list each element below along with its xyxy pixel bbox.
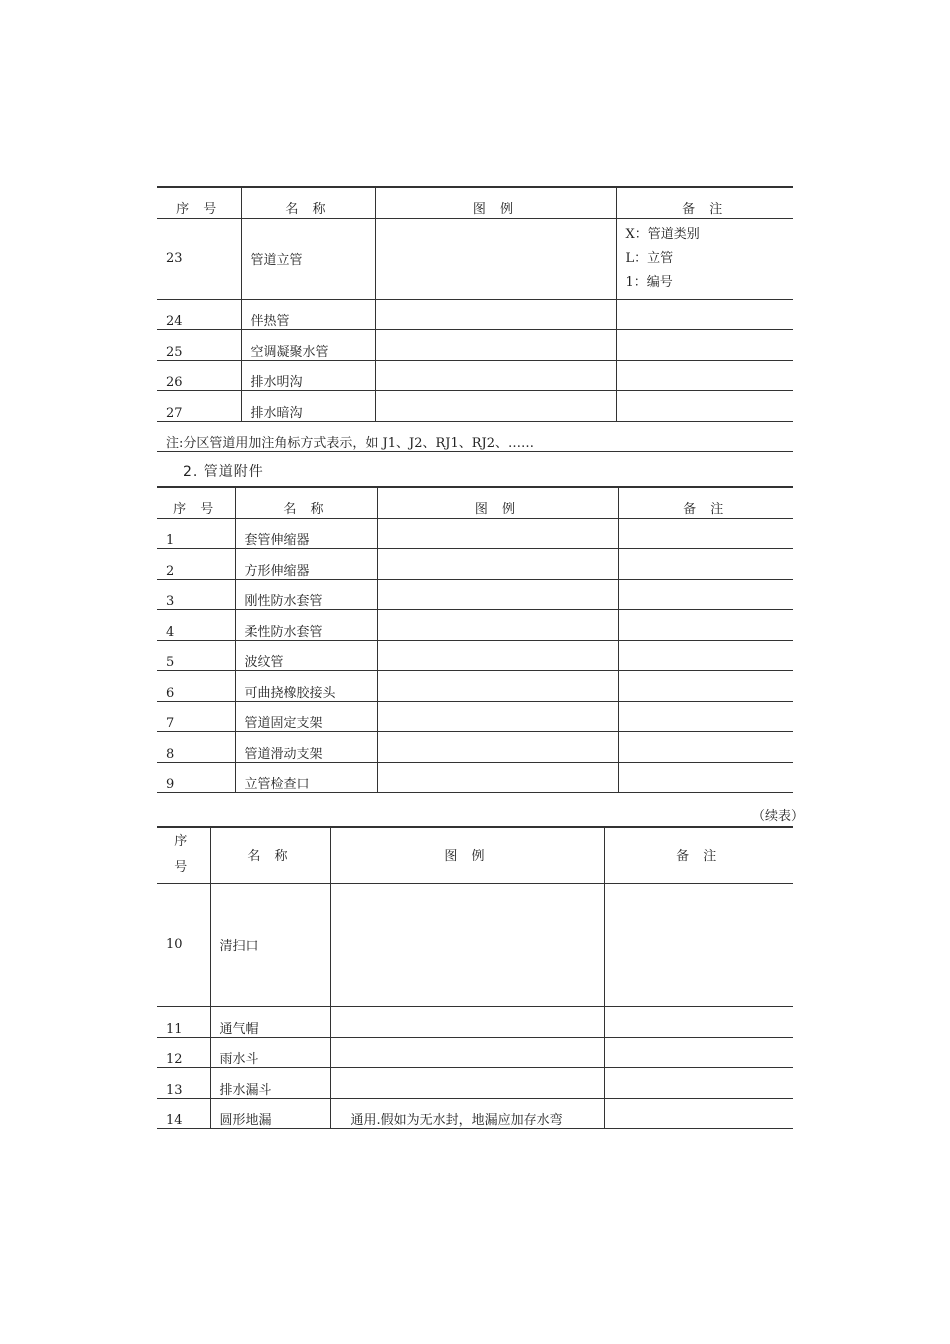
header-seq-char-1: 序	[174, 833, 193, 849]
row-remark	[616, 329, 793, 360]
row-legend	[330, 883, 604, 1006]
row-remark	[618, 731, 793, 762]
row-remark	[618, 701, 793, 731]
remark-line: L：立管	[625, 250, 674, 266]
header-seq-char-2: 号	[174, 859, 193, 875]
continued-label: （续表）	[752, 809, 805, 824]
row-legend	[375, 329, 616, 360]
table-header-row	[157, 187, 793, 218]
row-legend	[377, 640, 618, 670]
row-seq: 25	[157, 329, 241, 360]
row-seq: 12	[157, 1037, 210, 1067]
header-remark: 备 注	[618, 487, 793, 518]
row-remark	[604, 1067, 793, 1098]
row-seq: 9	[157, 762, 235, 792]
row-legend	[377, 548, 618, 579]
row-name: 伴热管	[241, 299, 375, 329]
pipe-fittings-continued-table	[157, 826, 793, 1129]
table-row	[157, 548, 793, 579]
table-row	[157, 518, 793, 548]
row-name: 雨水斗	[210, 1037, 330, 1067]
row-remark	[618, 609, 793, 640]
header-name: 名 称	[241, 187, 375, 218]
table-header-row	[157, 487, 793, 518]
row-name: 立管检查口	[235, 762, 377, 792]
table-row	[157, 883, 793, 1006]
remark-line: X：管道类别	[625, 226, 700, 242]
table-row	[157, 579, 793, 609]
row-remark	[616, 299, 793, 329]
header-seq	[157, 827, 210, 883]
row-seq: 26	[157, 360, 241, 390]
table-row	[157, 1098, 793, 1128]
table-note: 注:分区管道用加注角标方式表示，如 J1、J2、RJ1、RJ2、……	[157, 421, 793, 451]
row-seq: 8	[157, 731, 235, 762]
row-name: 套管伸缩器	[235, 518, 377, 548]
row-remark	[618, 762, 793, 792]
row-seq: 11	[157, 1006, 210, 1037]
row-seq: 10	[157, 883, 210, 1006]
table-row	[157, 329, 793, 360]
row-legend	[377, 579, 618, 609]
table-row	[157, 670, 793, 701]
row-legend	[375, 218, 616, 299]
row-name: 波纹管	[235, 640, 377, 670]
row-remark	[616, 390, 793, 421]
table-row	[157, 609, 793, 640]
row-name: 方形伸缩器	[235, 548, 377, 579]
row-legend	[330, 1006, 604, 1037]
table-row	[157, 360, 793, 390]
row-remark	[604, 1098, 793, 1128]
header-seq: 序 号	[157, 487, 235, 518]
row-seq: 6	[157, 670, 235, 701]
header-legend: 图 例	[377, 487, 618, 518]
table-row	[157, 218, 793, 299]
row-name: 管道固定支架	[235, 701, 377, 731]
table-row	[157, 390, 793, 421]
header-seq: 序 号	[157, 187, 241, 218]
header-remark: 备 注	[616, 187, 793, 218]
row-legend	[377, 609, 618, 640]
row-remark	[618, 670, 793, 701]
row-seq: 5	[157, 640, 235, 670]
row-remark	[618, 640, 793, 670]
row-name: 排水漏斗	[210, 1067, 330, 1098]
row-legend	[377, 731, 618, 762]
row-name: 空调凝聚水管	[241, 329, 375, 360]
row-name: 管道滑动支架	[235, 731, 377, 762]
header-legend: 图 例	[375, 187, 616, 218]
row-name: 清扫口	[210, 883, 330, 1006]
row-seq: 7	[157, 701, 235, 731]
table-row	[157, 701, 793, 731]
row-remark	[618, 518, 793, 548]
row-seq: 2	[157, 548, 235, 579]
row-name: 刚性防水套管	[235, 579, 377, 609]
row-legend	[377, 670, 618, 701]
row-name: 排水明沟	[241, 360, 375, 390]
row-name: 通气帽	[210, 1006, 330, 1037]
row-seq: 24	[157, 299, 241, 329]
header-remark: 备 注	[604, 827, 793, 883]
row-seq: 1	[157, 518, 235, 548]
row-remark	[604, 883, 793, 1006]
row-legend	[330, 1067, 604, 1098]
table-row	[157, 731, 793, 762]
row-legend	[377, 701, 618, 731]
section-title: 2. 管道附件	[183, 464, 264, 480]
remark-line: 1：编号	[625, 274, 673, 290]
table-row	[157, 1006, 793, 1037]
row-legend	[377, 518, 618, 548]
row-legend	[375, 390, 616, 421]
row-seq: 23	[157, 218, 241, 299]
row-remark	[604, 1037, 793, 1067]
row-remark	[616, 218, 793, 299]
table-note-row	[157, 421, 793, 451]
table-row	[157, 1067, 793, 1098]
row-name: 管道立管	[241, 218, 375, 299]
row-name: 柔性防水套管	[235, 609, 377, 640]
row-seq: 27	[157, 390, 241, 421]
table-row	[157, 1037, 793, 1067]
row-legend	[375, 299, 616, 329]
pipe-symbols-table	[157, 186, 793, 452]
row-legend	[330, 1037, 604, 1067]
row-legend	[377, 762, 618, 792]
row-seq: 3	[157, 579, 235, 609]
row-name: 可曲挠橡胶接头	[235, 670, 377, 701]
row-legend	[375, 360, 616, 390]
header-legend: 图 例	[330, 827, 604, 883]
row-remark	[604, 1006, 793, 1037]
row-seq: 4	[157, 609, 235, 640]
row-remark	[616, 360, 793, 390]
row-name: 排水暗沟	[241, 390, 375, 421]
table-header-row	[157, 827, 793, 883]
row-legend: 通用.假如为无水封，地漏应加存水弯	[330, 1098, 604, 1128]
row-remark	[618, 579, 793, 609]
pipe-fittings-table	[157, 486, 793, 793]
row-remark	[618, 548, 793, 579]
row-name: 圆形地漏	[210, 1098, 330, 1128]
table-row	[157, 299, 793, 329]
table-row	[157, 640, 793, 670]
header-name: 名 称	[235, 487, 377, 518]
row-seq: 13	[157, 1067, 210, 1098]
table-row	[157, 762, 793, 792]
row-seq: 14	[157, 1098, 210, 1128]
header-name: 名 称	[210, 827, 330, 883]
